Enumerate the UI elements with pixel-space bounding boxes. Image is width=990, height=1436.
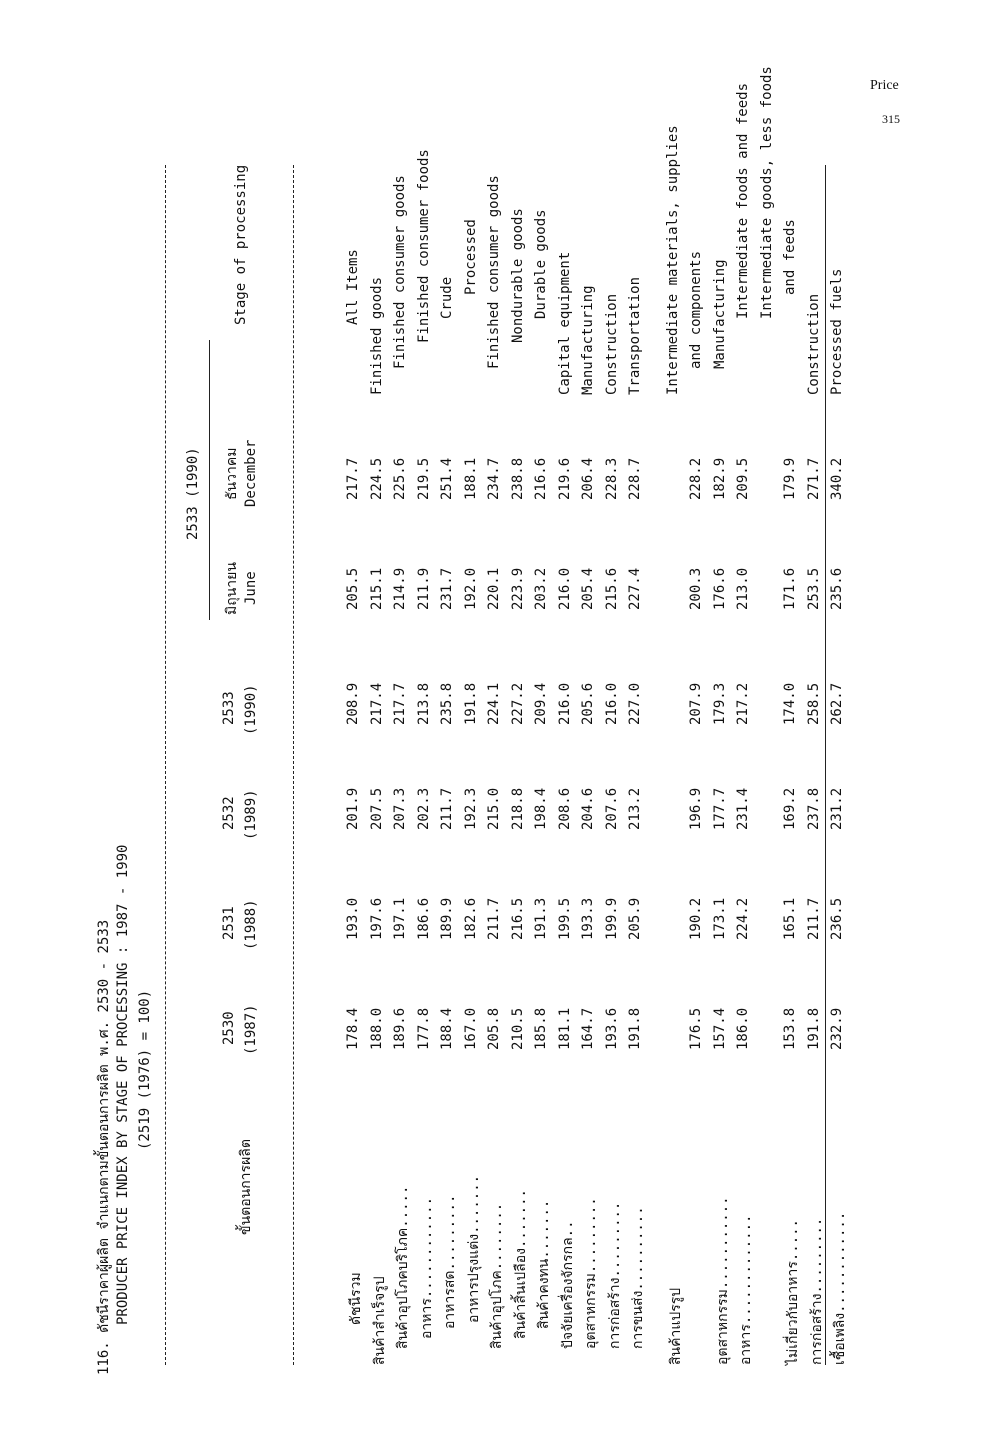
row-label-thai: อาหารปรุงแต่ง....... <box>465 1174 482 1323</box>
row-value: 185.8 <box>533 1007 549 1050</box>
row-label-thai: อุตสาหกรรม........... <box>714 1196 731 1365</box>
row-value: 224.2 <box>735 897 751 940</box>
row-label-english: Intermediate foods and feeds <box>735 82 751 319</box>
col-thai-stage: ขั้นตอนการผลิต <box>238 1139 254 1235</box>
row-label-thai: สินค้าอุปโภคบริโภค..... <box>395 1185 411 1349</box>
row-value: 258.5 <box>805 682 822 725</box>
row-value: 211.7 <box>439 787 455 830</box>
col-group-1990: 2533 (1990) <box>185 447 201 540</box>
row-value: 188.4 <box>439 1007 455 1050</box>
row-value: 211.7 <box>486 897 502 940</box>
row-value: 219.5 <box>415 457 432 500</box>
row-label-thai: อุตสาหกรรม......... <box>583 1197 599 1349</box>
col-1987-th: 2530 <box>221 1011 237 1045</box>
row-value: 217.4 <box>368 682 385 725</box>
row-value: 202.3 <box>415 787 432 830</box>
row-value: 176.5 <box>688 1007 704 1050</box>
row-value: 220.1 <box>486 567 502 610</box>
title-base: (2519 (1976) = 100) <box>137 989 153 1150</box>
row-value: 218.8 <box>509 787 526 830</box>
col-1990-th: 2533 <box>221 691 237 725</box>
row-value: 207.9 <box>688 682 704 725</box>
row-label-english: Capital equipment <box>556 251 573 395</box>
row-value: 189.6 <box>392 1007 408 1050</box>
row-value: 205.8 <box>486 1007 502 1050</box>
col-1989-en: (1989) <box>243 789 259 840</box>
row-value: 224.1 <box>486 682 502 725</box>
row-value: 191.3 <box>533 897 549 940</box>
row-value: 227.0 <box>627 682 643 725</box>
row-value: 216.0 <box>556 567 573 610</box>
row-label-thai: ปัจจัยเครื่องจักรกล.. <box>559 1220 576 1349</box>
row-value: 179.3 <box>711 682 728 725</box>
page-number: 315 <box>882 112 900 126</box>
row-value: 213.8 <box>415 682 432 725</box>
row-value: 197.1 <box>392 897 408 940</box>
row-value: 153.8 <box>782 1007 798 1050</box>
row-value: 340.2 <box>829 457 845 500</box>
row-value: 232.9 <box>829 1007 845 1050</box>
row-value: 231.4 <box>735 787 751 830</box>
row-value: 208.9 <box>345 682 361 725</box>
row-value: 214.9 <box>392 567 408 610</box>
row-label-thai: อาหาร............. <box>738 1214 754 1365</box>
row-label-thai: การขนส่ง.......... <box>630 1206 646 1349</box>
row-value: 191.8 <box>805 1007 822 1050</box>
row-value: 205.6 <box>580 682 596 725</box>
row-value: 174.0 <box>782 682 798 725</box>
row-label-english: Manufacturing <box>711 259 728 369</box>
row-value: 196.9 <box>688 787 704 830</box>
row-value: 211.9 <box>415 567 432 610</box>
row-value: 199.9 <box>603 897 620 940</box>
row-label-english: Finished consumer goods <box>392 175 408 369</box>
row-value: 200.3 <box>688 567 704 610</box>
row-value: 173.1 <box>711 897 728 940</box>
row-value: 271.7 <box>805 457 822 500</box>
row-value: 237.8 <box>805 787 822 830</box>
row-value: 216.0 <box>556 682 573 725</box>
row-value: 197.6 <box>368 897 385 940</box>
row-value: 206.4 <box>580 457 596 500</box>
row-label-thai: การก่อสร้าง......... <box>606 1201 623 1349</box>
row-value: 215.1 <box>368 567 385 610</box>
col-1989-th: 2532 <box>221 796 237 830</box>
row-label-thai: ไม่เกี่ยวกับอาหาร..... <box>785 1219 801 1365</box>
row-label-thai: อาหาร............ <box>418 1196 435 1339</box>
row-value: 227.2 <box>509 682 526 725</box>
row-value: 204.6 <box>580 787 596 830</box>
row-value: 217.7 <box>345 457 361 500</box>
row-value: 238.8 <box>509 457 526 500</box>
row-value: 181.1 <box>556 1007 573 1050</box>
row-label-english: Finished consumer foods <box>415 149 432 343</box>
row-value: 182.6 <box>462 897 479 940</box>
row-value: 201.9 <box>345 787 361 830</box>
row-value: 157.4 <box>711 1007 728 1050</box>
row-value: 189.9 <box>439 897 455 940</box>
rotated-table <box>85 66 848 1395</box>
row-value: 234.7 <box>486 457 502 500</box>
row-value: 217.2 <box>735 682 751 725</box>
row-value: 225.6 <box>392 457 408 500</box>
row-label-english: Finished consumer goods <box>486 175 502 369</box>
row-label-english: All Items <box>345 249 361 325</box>
row-value: 178.4 <box>345 1007 361 1050</box>
row-value: 253.5 <box>805 567 822 610</box>
row-value: 179.9 <box>782 457 798 500</box>
row-value: 262.7 <box>829 682 845 725</box>
top-rule <box>165 165 166 1365</box>
row-value: 215.6 <box>603 567 620 610</box>
col-1988-en: (1988) <box>243 899 259 950</box>
row-value: 177.8 <box>415 1007 432 1050</box>
row-value: 228.3 <box>603 457 620 500</box>
row-label-english: Nondurable goods <box>509 208 526 343</box>
row-value: 213.2 <box>627 787 643 830</box>
row-value: 171.6 <box>782 567 798 610</box>
row-value: 192.0 <box>462 567 479 610</box>
section-label: Price <box>870 78 899 93</box>
col-june-th: มิถุนายน <box>224 562 240 615</box>
row-value: 235.6 <box>829 567 845 610</box>
row-value: 207.6 <box>603 787 620 830</box>
row-value: 216.5 <box>509 897 526 940</box>
row-label-english: Finished goods <box>368 276 385 395</box>
col-1990-en: (1990) <box>243 684 259 735</box>
row-label-english: Construction <box>603 293 620 395</box>
row-label-english: Transportation <box>627 276 643 395</box>
col-1988-th: 2531 <box>221 906 237 940</box>
row-value: 209.5 <box>735 457 751 500</box>
col-june-en: June <box>243 571 259 605</box>
row-value: 228.2 <box>688 457 704 500</box>
row-value: 177.7 <box>711 787 728 830</box>
row-label-thai: สินค้าคงทน....... <box>536 1199 552 1329</box>
row-label-english: and components <box>688 250 704 369</box>
row-label-english: Construction <box>805 293 822 395</box>
row-value: 231.2 <box>829 787 845 830</box>
row-label-thai: การก่อสร้าง......... <box>808 1217 825 1365</box>
row-label-thai: สินค้าสำเร็จรูป <box>371 1276 388 1365</box>
row-value: 192.3 <box>462 787 479 830</box>
row-value: 205.5 <box>345 567 361 610</box>
row-value: 190.2 <box>688 897 704 940</box>
row-label-thai: สินค้าแปรรูป <box>667 1287 684 1365</box>
row-value: 223.9 <box>509 567 526 610</box>
row-value: 217.7 <box>392 682 408 725</box>
row-value: 191.8 <box>462 682 479 725</box>
row-label-thai: สินค้าอุปโภค........ <box>489 1202 505 1349</box>
row-value: 186.0 <box>735 1007 751 1050</box>
row-value: 193.0 <box>345 897 361 940</box>
row-value: 251.4 <box>439 457 455 500</box>
row-value: 198.4 <box>533 787 549 830</box>
row-value: 188.0 <box>368 1007 385 1050</box>
row-value: 182.9 <box>711 457 728 500</box>
row-value: 191.8 <box>627 1007 643 1050</box>
row-value: 169.2 <box>782 787 798 830</box>
row-label-english: Crude <box>439 276 455 319</box>
row-value: 167.0 <box>462 1007 479 1050</box>
row-value: 186.6 <box>415 897 432 940</box>
row-label-english: Intermediate goods, less foods <box>758 66 775 319</box>
row-value: 208.6 <box>556 787 573 830</box>
row-label-thai: สินค้าสิ้นเปลือง....... <box>512 1189 529 1339</box>
row-value: 213.0 <box>735 567 751 610</box>
row-value: 207.5 <box>368 787 385 830</box>
row-label-thai: อาหารสด......... <box>442 1194 458 1329</box>
col-1987-en: (1987) <box>243 1004 259 1055</box>
row-value: 205.9 <box>627 897 643 940</box>
row-value: 210.5 <box>509 1007 526 1050</box>
row-value: 193.3 <box>580 897 596 940</box>
row-value: 209.4 <box>533 682 549 725</box>
row-label-english: Manufacturing <box>580 285 596 395</box>
title-thai: 116. ดัชนีราคาผู้ผลิต จำแนกตามขั้นตอนการผลิต พ.ศ. 2530 - 2533 <box>96 919 112 1375</box>
row-value: 199.5 <box>556 897 573 940</box>
row-value: 224.5 <box>368 457 385 500</box>
row-value: 216.0 <box>603 682 620 725</box>
row-value: 165.1 <box>782 897 798 940</box>
row-value: 207.3 <box>392 787 408 830</box>
header-rule <box>293 165 294 1365</box>
row-value: 235.8 <box>439 682 455 725</box>
row-value: 236.5 <box>829 897 845 940</box>
row-label-thai: ดัชนีรวม <box>348 1272 364 1325</box>
row-value: 219.6 <box>556 457 573 500</box>
row-label-english: Processed <box>462 219 479 295</box>
row-value: 188.1 <box>462 457 479 500</box>
year-group-rule <box>209 340 211 620</box>
row-value: 216.6 <box>533 457 549 500</box>
row-value: 228.7 <box>627 457 643 500</box>
row-value: 193.6 <box>603 1007 620 1050</box>
row-value: 211.7 <box>805 897 822 940</box>
col-dec-th: ธันวาคม <box>224 447 240 500</box>
row-label-english: Durable goods <box>533 209 549 319</box>
row-value: 231.7 <box>439 567 455 610</box>
row-value: 203.2 <box>533 567 549 610</box>
bottom-rule <box>825 165 826 1365</box>
title-english: PRODUCER PRICE INDEX BY STAGE OF PROCESSING : 1987 - 1990 <box>115 844 131 1325</box>
row-label-english: Intermediate materials, supplies <box>664 125 681 395</box>
row-value: 176.6 <box>711 567 728 610</box>
row-label-english: and feeds <box>782 219 798 295</box>
row-value: 164.7 <box>580 1007 596 1050</box>
col-stage-en: Stage of processing <box>233 164 249 325</box>
row-value: 205.4 <box>580 567 596 610</box>
row-label-english: Processed fuels <box>829 268 845 395</box>
row-value: 215.0 <box>486 787 502 830</box>
row-label-thai: เชื้อเพลิง............ <box>832 1211 848 1365</box>
col-dec-en: December <box>243 439 259 507</box>
row-value: 227.4 <box>627 567 643 610</box>
